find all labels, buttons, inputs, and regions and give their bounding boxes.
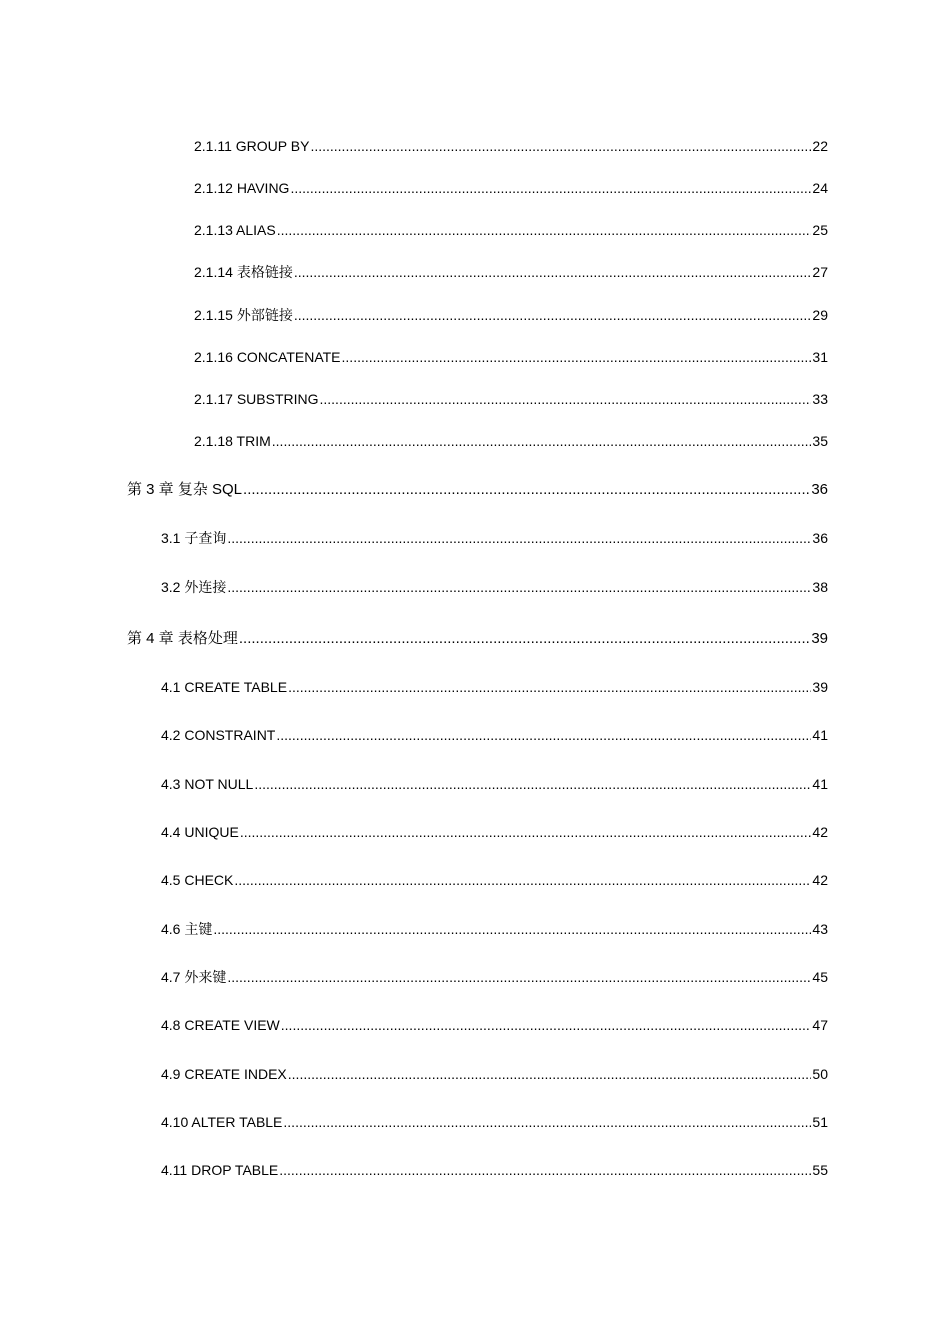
toc-entry-chapter-4[interactable] (127, 630, 828, 648)
toc-dot-leader (288, 678, 811, 696)
toc-entry-title: 2.1.16 CONCATENATE (194, 349, 341, 365)
toc-entry-chapter-3[interactable] (127, 481, 828, 499)
toc-dot-leader (294, 263, 812, 281)
toc-entry-title: 4.2 CONSTRAINT (161, 727, 276, 743)
toc-entry-4-9[interactable] (161, 1065, 828, 1083)
toc-dot-leader (254, 775, 811, 793)
toc-page-number: 36 (811, 481, 828, 498)
toc-entry-title: 4.4 UNIQUE (161, 824, 239, 840)
toc-entry-title: 2.1.15 外部链接 (194, 307, 293, 323)
toc-entry-3-2[interactable] (161, 578, 828, 596)
toc-entry-title: 第 3 章 复杂 SQL (127, 481, 243, 498)
toc-page-number: 47 (812, 1017, 828, 1033)
toc-dot-leader (277, 221, 812, 239)
toc-entry-2-1-17[interactable] (194, 390, 828, 408)
toc-entry-2-1-15[interactable] (194, 306, 828, 324)
toc-dot-leader (290, 179, 811, 197)
toc-entry-title: 3.2 外连接 (161, 579, 227, 595)
toc-entry-title: 4.3 NOT NULL (161, 776, 254, 792)
toc-entry-2-1-13[interactable] (194, 221, 828, 239)
toc-entry-4-6[interactable] (161, 920, 828, 938)
toc-entry-2-1-16[interactable] (194, 348, 828, 366)
toc-page-number: 42 (812, 872, 828, 888)
toc-entry-4-1[interactable] (161, 678, 828, 696)
toc-dot-leader (276, 726, 811, 744)
toc-dot-leader (283, 1113, 811, 1131)
toc-entry-title: 2.1.13 ALIAS (194, 222, 276, 238)
toc-dot-leader (213, 920, 811, 938)
toc-entry-4-11[interactable] (161, 1161, 828, 1179)
toc-page-number: 27 (812, 264, 828, 280)
toc-entry-4-10[interactable] (161, 1113, 828, 1131)
toc-page-number: 39 (811, 630, 828, 647)
toc-entry-title: 3.1 子查询 (161, 530, 227, 546)
toc-page-number: 35 (812, 433, 828, 449)
toc-page-number: 24 (812, 180, 828, 196)
toc-page-number: 38 (812, 579, 828, 595)
toc-entry-4-4[interactable] (161, 823, 828, 841)
toc-entry-3-1[interactable] (161, 529, 828, 547)
toc-entry-title: 2.1.14 表格链接 (194, 264, 293, 280)
toc-page-number: 36 (812, 530, 828, 546)
toc-dot-leader (240, 823, 812, 841)
toc-dot-leader (281, 1016, 812, 1034)
toc-page-number: 43 (812, 921, 828, 937)
toc-entry-2-1-12[interactable] (194, 179, 828, 197)
toc-page-number: 50 (812, 1066, 828, 1082)
toc-dot-leader (243, 481, 810, 499)
toc-dot-leader (227, 968, 811, 986)
toc-entry-2-1-11[interactable] (194, 137, 828, 155)
toc-page-number: 22 (812, 138, 828, 154)
toc-entry-2-1-18[interactable] (194, 432, 828, 450)
toc-entry-title: 2.1.17 SUBSTRING (194, 391, 319, 407)
toc-entry-title: 4.10 ALTER TABLE (161, 1114, 283, 1130)
toc-page-number: 25 (812, 222, 828, 238)
toc-entry-4-5[interactable] (161, 871, 828, 889)
toc-entry-4-8[interactable] (161, 1016, 828, 1034)
toc-page-number: 45 (812, 969, 828, 985)
toc-entry-title: 4.1 CREATE TABLE (161, 679, 288, 695)
toc-entry-4-2[interactable] (161, 726, 828, 744)
toc-dot-leader (272, 432, 812, 450)
toc-dot-leader (288, 1065, 812, 1083)
toc-entry-2-1-14[interactable] (194, 263, 828, 281)
toc-entry-title: 4.8 CREATE VIEW (161, 1017, 280, 1033)
toc-entry-title: 4.9 CREATE INDEX (161, 1066, 287, 1082)
toc-dot-leader (320, 390, 812, 408)
toc-entry-title: 2.1.18 TRIM (194, 433, 271, 449)
toc-page-number: 41 (812, 776, 828, 792)
toc-page-number: 31 (812, 349, 828, 365)
toc-page-number: 39 (812, 679, 828, 695)
toc-page-number: 55 (812, 1162, 828, 1178)
toc-entry-title: 4.6 主键 (161, 921, 213, 937)
toc-page-number: 29 (812, 307, 828, 323)
toc-dot-leader (342, 348, 812, 366)
toc-entry-title: 4.5 CHECK (161, 872, 234, 888)
toc-dot-leader (279, 1161, 811, 1179)
toc-dot-leader (227, 578, 811, 596)
toc-entry-title: 第 4 章 表格处理 (127, 630, 238, 647)
toc-page-number: 33 (812, 391, 828, 407)
toc-page-number: 42 (812, 824, 828, 840)
toc-entry-title: 4.11 DROP TABLE (161, 1162, 279, 1178)
toc-entry-title: 2.1.12 HAVING (194, 180, 290, 196)
toc-entry-4-3[interactable] (161, 775, 828, 793)
toc-dot-leader (294, 306, 812, 324)
toc-entry-4-7[interactable] (161, 968, 828, 986)
toc-dot-leader (239, 630, 810, 648)
toc-entry-title: 2.1.11 GROUP BY (194, 138, 310, 154)
toc-dot-leader (310, 137, 811, 155)
toc-entry-title: 4.7 外来键 (161, 969, 227, 985)
toc-page-number: 51 (812, 1114, 828, 1130)
toc-dot-leader (227, 529, 811, 547)
toc-page-number: 41 (812, 727, 828, 743)
toc-dot-leader (234, 871, 811, 889)
